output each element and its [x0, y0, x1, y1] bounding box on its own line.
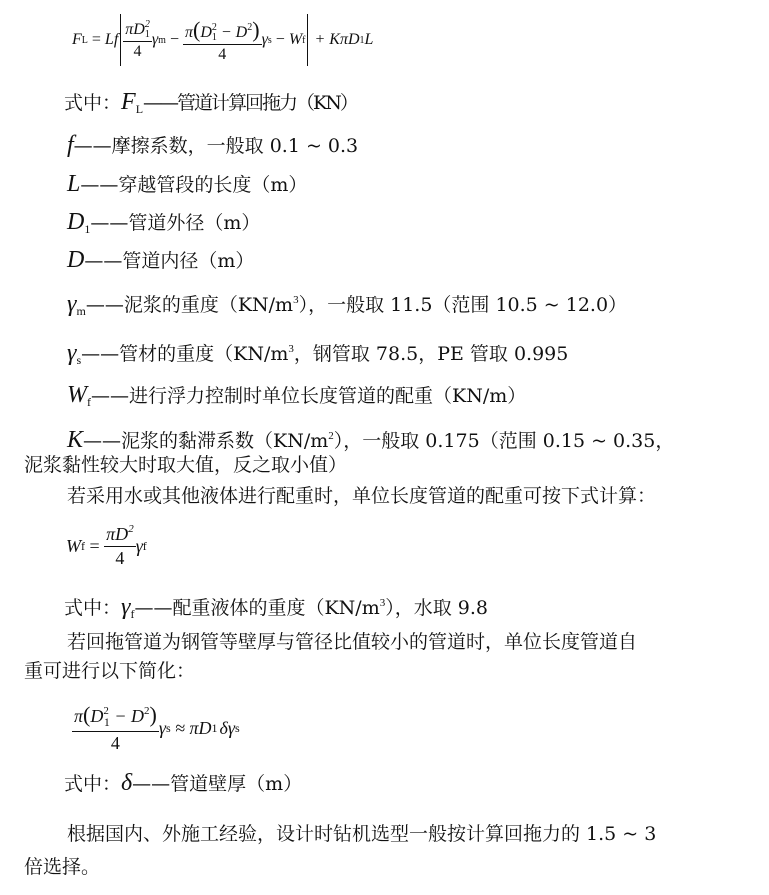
- def-wf-text: ——进行浮力控制时单位长度管道的配重（KN/m）: [91, 385, 527, 407]
- formula-wf-lhs-sub: f: [81, 538, 85, 553]
- def-f-text: ——摩擦系数，一般取 0.1 ~ 0.3: [73, 135, 359, 157]
- def-fl-text: ——管道计算回拖力（KN）: [143, 92, 357, 114]
- formula-fl-term1: [123, 19, 152, 61]
- formula-fl-d1: D: [347, 31, 360, 48]
- formula-fl-t1-den: 4: [133, 43, 142, 60]
- def-k-text-b: ），一般取 0.175（范围 0.15 ~ 0.35，: [333, 430, 675, 452]
- formula-simplify-d-sup: 2: [144, 705, 150, 717]
- conclusion-b: 倍选择。: [24, 856, 101, 878]
- formula-fl-lhs: F: [72, 31, 82, 48]
- formula-fl-lf: Lf: [104, 31, 119, 48]
- def-k-symbol: K: [67, 427, 84, 453]
- conclusion: [0, 822, 769, 846]
- def-gamma-s-text-b: ，钢管取 78.5，PE 管取 0.995: [293, 343, 569, 365]
- formula-fl-t2-pi: π: [184, 23, 193, 41]
- def-gamma-m-sub: m: [76, 304, 86, 318]
- def-prefix: 式中：: [64, 92, 122, 114]
- formula-simplify-d1-sup: 2: [103, 705, 109, 717]
- def-d1-sub: 1: [84, 222, 91, 236]
- def-k: [0, 424, 769, 453]
- formula-fl-gamma-s: γ: [261, 31, 268, 48]
- formula-fl-t2-d1-sub: 1: [211, 31, 217, 43]
- formula-wf-den: 4: [115, 548, 125, 568]
- formula-fl-t2-den: 4: [218, 45, 227, 63]
- def-k-continued: [0, 453, 769, 477]
- def-gamma-m: [0, 288, 769, 323]
- formula-fl-t2-minus-d: − D: [216, 23, 248, 41]
- def-k-text-c: 泥浆黏性较大时取大值，反之取小值）: [24, 454, 348, 476]
- formula-fl-t1-sup: 2: [144, 19, 150, 30]
- formula-wf-gamma: γ: [135, 535, 143, 556]
- conclusion-a: 根据国内、外施工经验，设计时钻机选型一般按计算回拖力的 1.5 ~ 3: [67, 823, 657, 845]
- paragraph-simplify-continued: [0, 659, 769, 683]
- def-gamma-m-text-b: ），一般取 11.5（范围 10.5 ~ 12.0）: [298, 294, 628, 316]
- paragraph-simplify-b: 重可进行以下简化：: [24, 660, 196, 682]
- formula-wf: [66, 520, 147, 572]
- formula-fl-gamma-m: γ: [151, 31, 159, 48]
- def-gamma-s-sup: 3: [288, 343, 294, 355]
- def-delta-symbol: δ: [121, 770, 133, 796]
- formula-pullback-force: [72, 12, 373, 68]
- def-gamma-f-symbol: γ: [121, 594, 131, 620]
- def-d1-text: ——管道外径（m）: [90, 212, 261, 234]
- formula-simplify-d1-sub: 1: [103, 715, 110, 729]
- def-d: [0, 248, 769, 273]
- def-f: [0, 133, 769, 158]
- def-wf-symbol: W: [67, 382, 87, 408]
- formula-fl-abs-left: [120, 14, 121, 66]
- formula-wf-eq: =: [85, 535, 105, 556]
- def-gamma-m-text-a: ——泥浆的重度（KN/m: [85, 294, 294, 316]
- formula-fl-minus: −: [165, 31, 183, 48]
- paragraph-simplify-a: 若回拖管道为钢管等壁厚与管径比值较小的管道时，单位长度管道自: [67, 631, 638, 653]
- def-gamma-s: [0, 337, 769, 372]
- formula-fl-plus: + Kπ: [310, 31, 348, 48]
- paragraph-simplify: [0, 630, 769, 654]
- formula-wf-lhs: W: [66, 535, 81, 556]
- formula-fl-term2: $\frac{\pi(D^2_1 - D^2)}{4}$: [184, 16, 260, 63]
- def-fl-sub: L: [135, 102, 144, 116]
- def-l: [0, 172, 769, 197]
- def-fl-symbol: F: [121, 89, 136, 115]
- def-d1: [0, 210, 769, 241]
- conclusion-continued: [0, 855, 769, 879]
- formula-fl-t1-num: πD: [125, 21, 145, 38]
- formula-simplify-den: 4: [110, 733, 120, 753]
- formula-simplify-gamma-sub: s: [165, 720, 171, 735]
- formula-fl-d1-sub: 1: [359, 34, 365, 46]
- formula-fl-l: L: [364, 31, 374, 48]
- paragraph-weight: [0, 484, 769, 508]
- formula-wf-num-sup: 2: [128, 523, 134, 535]
- def-delta: [0, 771, 769, 796]
- def-gamma-s-text-a: ——管材的重度（KN/m: [81, 343, 289, 365]
- def-l-text: ——穿越管段的长度（m）: [80, 174, 308, 196]
- def-gamma-f-sup: 3: [379, 597, 386, 609]
- formula-fl-minus2: −: [271, 31, 289, 48]
- def-gamma-f-text-b: ），水取 9.8: [385, 597, 488, 619]
- formula-fl-eq: =: [87, 31, 105, 48]
- paragraph-weight-text: 若采用水或其他液体进行配重时，单位长度管道的配重可按下式计算：: [67, 485, 657, 507]
- def-d1-symbol: D: [67, 209, 85, 235]
- formula-simplify: [72, 698, 240, 758]
- def-f-symbol: f: [67, 132, 74, 158]
- def-gamma-f-text-a: ——配重液体的重度（KN/m: [134, 597, 380, 619]
- def-k-text-a: ——泥浆的黏滞系数（KN/m: [83, 430, 329, 452]
- def-gamma-m-symbol: γ: [67, 291, 77, 317]
- formula-fl-lhs-sub: L: [81, 34, 88, 46]
- formula-simplify-d1: D: [90, 706, 104, 726]
- formula-fl-t2-sup: 2: [211, 21, 217, 33]
- def-l-symbol: L: [67, 171, 81, 197]
- def-gamma-m-sup: 3: [293, 294, 299, 306]
- def-gamma-f-sub: f: [130, 607, 135, 621]
- def-gamma-f-prefix: 式中：: [64, 597, 122, 619]
- formula-fl-gamma-m-sub: m: [158, 34, 166, 46]
- formula-wf-num: πD: [106, 524, 129, 544]
- def-delta-text: ——管道壁厚（m）: [132, 773, 303, 795]
- formula-fl-t2-d-sup: 2: [247, 21, 253, 33]
- formula-fl-abs-right: [307, 14, 308, 66]
- formula-simplify-frac: $\frac{\pi(D^2_1 - D^2)}{4}$: [74, 702, 157, 753]
- formula-simplify-rhs-d: D: [198, 717, 212, 738]
- def-wf-sub: f: [87, 395, 91, 409]
- formula-fl-gamma-s-sub: s: [267, 34, 272, 46]
- formula-simplify-delta: δγ: [219, 717, 235, 738]
- def-k-sup: 2: [328, 430, 334, 442]
- def-wf: [0, 383, 769, 414]
- formula-wf-frac: [104, 523, 136, 569]
- formula-simplify-rhs-d-sub: 1: [211, 720, 218, 735]
- def-delta-prefix: 式中：: [64, 773, 122, 795]
- formula-fl-w: W: [288, 31, 303, 48]
- formula-fl-t2-d1: D: [200, 23, 212, 41]
- formula-fl-t1-sub: 1: [144, 29, 150, 40]
- formula-fl-w-sub: f: [302, 34, 306, 46]
- formula-simplify-pi: π: [74, 706, 84, 726]
- def-d-text: ——管道内径（m）: [84, 250, 255, 272]
- formula-simplify-rhs-sub: s: [234, 720, 240, 735]
- formula-wf-gamma-sub: f: [142, 538, 147, 553]
- def-d-symbol: D: [67, 247, 85, 273]
- formula-simplify-approx: ≈ π: [170, 717, 199, 738]
- def-gamma-f: [0, 591, 769, 626]
- def-fl: [0, 90, 769, 121]
- formula-simplify-gamma: γ: [158, 717, 166, 738]
- def-gamma-s-symbol: γ: [67, 340, 77, 366]
- formula-simplify-minus-d: − D: [109, 706, 145, 726]
- def-gamma-s-sub: s: [76, 353, 82, 367]
